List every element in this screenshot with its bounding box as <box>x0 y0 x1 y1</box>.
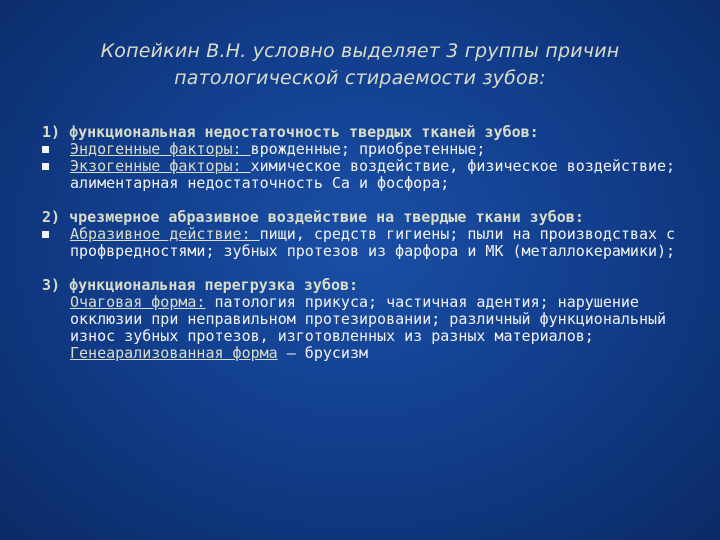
item-link: Абразивное действие: <box>70 225 260 243</box>
general-form-text: — брусизм <box>277 344 369 362</box>
spacer <box>42 260 692 277</box>
item-text: химическое воздействие, физическое воздействие; алиментарная недостаточность Са и фосфора; <box>70 157 676 192</box>
item-link: Эндогенные факторы: <box>70 140 251 158</box>
item-text: пищи, средств гигиены; пыли на производствах с профвредностями; зубных протезов из фарфора и МК (металлокерамики); <box>70 225 676 260</box>
spacer <box>42 192 692 209</box>
item-link: Экзогенные факторы: <box>70 157 251 175</box>
section-1-item-1 <box>42 141 692 158</box>
section-3-general <box>42 345 692 362</box>
square-bullet-icon <box>42 146 49 153</box>
focal-form-text: патология прикуса; частичная адентия; нарушение окклюзии при неправильном протезировании; различный функциональный износ зубных протезов, изготовленных из разных материалов; <box>70 293 667 345</box>
item-text: врожденные; приобретенные; <box>250 140 486 158</box>
square-bullet-icon <box>42 231 49 238</box>
slide-body <box>42 124 692 362</box>
section-2-heading: 2) чрезмерное абразивное воздействие на твердые ткани зубов: <box>42 208 584 226</box>
section-3-focal <box>42 294 692 345</box>
focal-form-link: Очаговая форма: <box>70 293 206 311</box>
title-line-1: Копейкин В.Н. условно выделяет 3 группы причин <box>100 40 620 62</box>
section-1-heading: 1) функциональная недостаточность твердых тканей зубов: <box>42 123 539 141</box>
section-3-heading: 3) функциональная перегрузка зубов: <box>42 276 359 294</box>
section-1-item-2 <box>42 158 692 192</box>
square-bullet-icon <box>42 163 49 170</box>
general-form-link: Генеарализованная форма <box>70 344 278 362</box>
title-line-2: патологической стираемости зубов: <box>174 67 546 89</box>
slide-title <box>30 38 690 92</box>
section-2-item-1 <box>42 226 692 260</box>
